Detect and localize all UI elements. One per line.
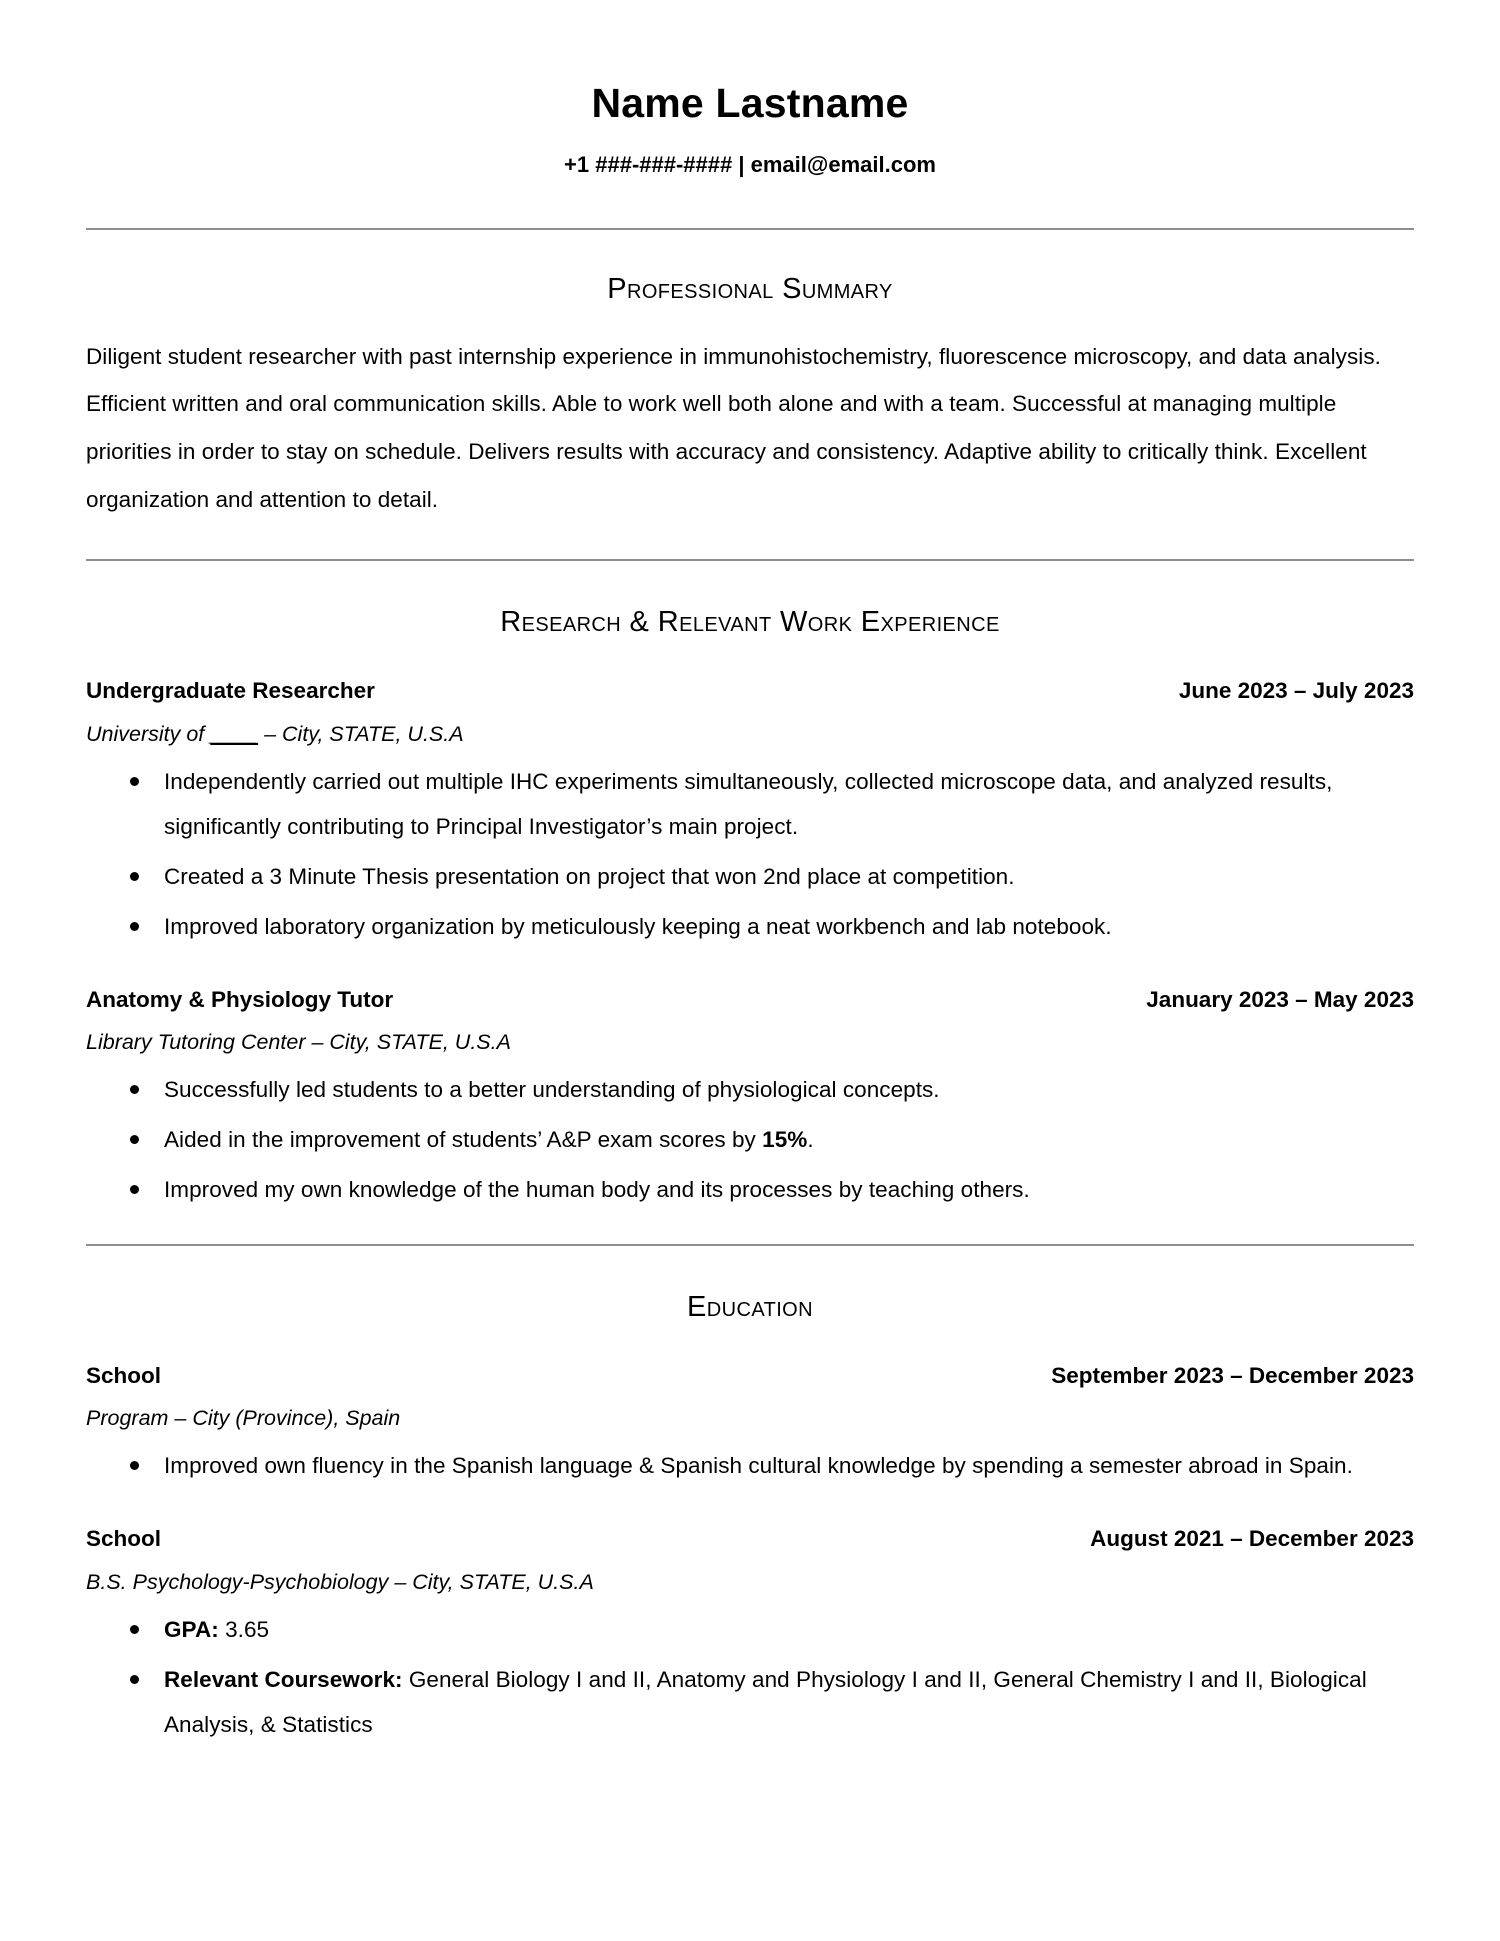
entry-date-range: June 2023 – July 2023 [1178, 678, 1414, 704]
divider-header [86, 228, 1414, 230]
entry-organization [86, 720, 1414, 749]
list-item: Improved my own knowledge of the human body and its processes by teaching others. [86, 1167, 1414, 1212]
entry-date-range: August 2021 – December 2023 [1090, 1526, 1414, 1552]
list-item [86, 1607, 1414, 1652]
entry-header-row [86, 1361, 1414, 1391]
section-heading-experience: Research & Relevant Work Experience [500, 606, 1000, 639]
gpa-value: 3.65 [218, 1616, 270, 1642]
entry-date-range: January 2023 – May 2023 [1146, 986, 1414, 1012]
entry-bullet-list [86, 1443, 1414, 1488]
entry-bullet-list [86, 759, 1414, 949]
entry-job-title: Anatomy & Physiology Tutor [86, 986, 394, 1012]
entry-school-name: School [86, 1526, 162, 1552]
list-item: Created a 3 Minute Thesis presentation on project that won 2nd place at competition. [86, 854, 1414, 899]
entry-bullet-list [86, 1607, 1414, 1747]
experience-entry [86, 985, 1414, 1212]
list-item [86, 1657, 1414, 1747]
bullet-text-before: Aided in the improvement of students’ A&P exam scores by [164, 1126, 763, 1152]
education-entry [86, 1361, 1414, 1488]
coursework-label: Relevant Coursework: [164, 1666, 403, 1692]
divider-summary [86, 559, 1414, 561]
entry-organization: Library Tutoring Center – City, STATE, U.S.A [86, 1029, 511, 1054]
list-item: Improved laboratory organization by meticulously keeping a neat workbench and lab notebook. [86, 904, 1414, 949]
org-prefix: University of [86, 721, 211, 746]
list-item: Improved own fluency in the Spanish language & Spanish cultural knowledge by spending a semester abroad in Spain. [86, 1443, 1414, 1488]
entry-date-range: September 2023 – December 2023 [1051, 1362, 1414, 1388]
list-item [86, 1117, 1414, 1162]
list-item: Independently carried out multiple IHC experiments simultaneously, collected microscope data, and analyzed results, significantly contributing to Principal Investigator’s main project. [86, 759, 1414, 849]
entry-header-row [86, 1524, 1414, 1554]
summary-paragraph: Diligent student researcher with past internship experience in immunohistochemistry, fluorescence microscopy, and data analysis. Efficient written and oral communication skills. Able to work well both alone and with a team. Successful at managing multiple priorities in order to stay on schedule. Delivers results with accuracy and consistency. Adaptive ability to critically think. Excellent organization and attention to detail. [86, 343, 1381, 512]
entry-bullet-list [86, 1067, 1414, 1212]
entry-header-row [86, 676, 1414, 706]
education-entry [86, 1524, 1414, 1746]
bullet-text-after: . [807, 1126, 814, 1152]
entry-header-row [86, 985, 1414, 1015]
divider-experience [86, 1244, 1414, 1246]
section-heading-summary: Professional Summary [607, 272, 893, 305]
list-item: Successfully led students to a better understanding of physiological concepts. [86, 1067, 1414, 1112]
entry-program: Program – City (Province), Spain [86, 1406, 401, 1431]
experience-entry [86, 676, 1414, 948]
coursework-value: General Biology I and II, Anatomy and Physiology I and II, General Chemistry I and II, Biological Analysis, & Statistics [164, 1666, 1367, 1737]
contact-line: +1 ###-###-#### | email@email.com [564, 152, 936, 178]
entry-program: B.S. Psychology-Psychobiology – City, STATE, U.S.A [86, 1569, 594, 1594]
section-heading-education: Education [687, 1290, 813, 1323]
org-blank: ____ [210, 721, 259, 746]
org-suffix: – City, STATE, U.S.A [258, 721, 464, 746]
entry-job-title: Undergraduate Researcher [86, 678, 375, 704]
entry-school-name: School [86, 1362, 162, 1388]
bullet-metric: 15% [762, 1126, 808, 1152]
gpa-label: GPA: [164, 1616, 219, 1642]
candidate-name: Name Lastname [591, 80, 909, 126]
